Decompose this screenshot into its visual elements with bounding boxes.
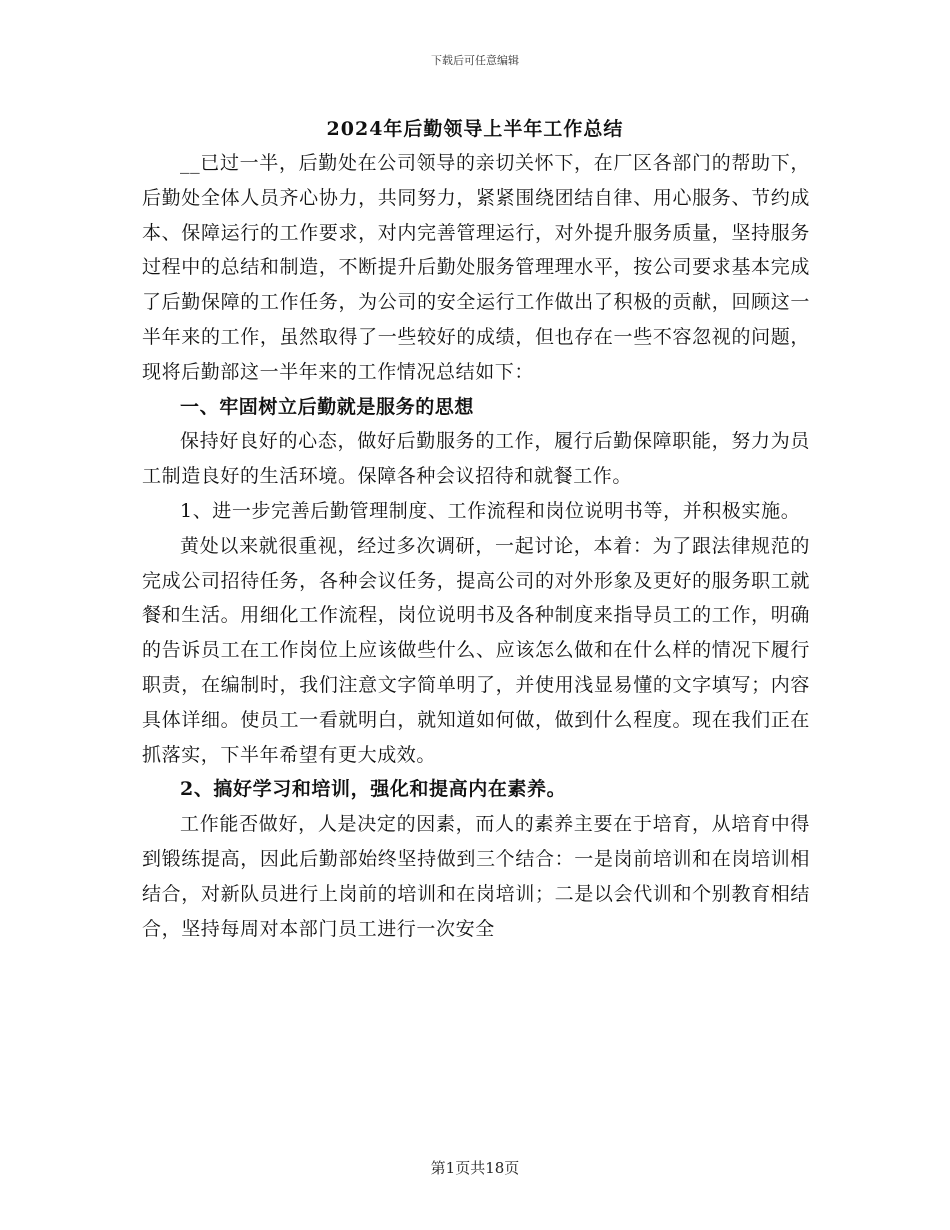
document-title: 2024年后勤领导上半年工作总结: [326, 118, 624, 140]
paragraph: 保持好良好的心态，做好后勤服务的工作，履行后勤保障职能，努力为员工制造良好的生活环境。保障各种会议招待和就餐工作。: [142, 430, 810, 488]
section-heading-1: 一、牢固树立后勤就是服务的思想: [180, 395, 475, 418]
paragraph: 1、进一步完善后勤管理制度、工作流程和岗位说明书等，并积极实施。: [180, 499, 801, 522]
paragraph: 黄处以来就很重视，经过多次调研，一起讨论，本着：为了跟法律规范的完成公司招待任务，各种会议任务，提高公司的对外形象及更好的服务职工就餐和生活。用细化工作流程，岗位说明书及各种制度来指导员工的工作，明确的告诉员工在工作岗位上应该做些什么、应该怎么做和在什么样的情况下履行职责，在编制时，我们注意文字简单明了，并使用浅显易懂的文字填写；内容具体详细。使员工一看就明白，就知道如何做，做到什么程度。现在我们正在抓落实，下半年希望有更大成效。: [142, 534, 810, 766]
page-number: 第1页共18页: [430, 1159, 520, 1177]
page-header-note: 下载后可任意编辑: [431, 54, 519, 67]
intro-paragraph: __已过一半，后勤处在公司领导的亲切关怀下，在厂区各部门的帮助下，后勤处全体人员齐心协力，共同努力，紧紧围绕团结自律、用心服务、节约成本、保障运行的工作要求，对内完善管理运行，对外提升服务质量，坚持服务过程中的总结和制造，不断提升后勤处服务管理理水平，按公司要求基本完成了后勤保障的工作任务，为公司的安全运行工作做出了积极的贡献，回顾这一半年来的工作，虽然取得了一些较好的成绩，但也存在一些不容忽视的问题，现将后勤部这一半年来的工作情况总结如下：: [142, 152, 810, 383]
paragraph: 工作能否做好，人是决定的因素，而人的素养主要在于培育，从培育中得到锻练提高，因此后勤部始终坚持做到三个结合：一是岗前培训和在岗培训相结合，对新队员进行上岗前的培训和在岗培训；二是以会代训和个别教育相结合，坚持每周对本部门员工进行一次安全: [142, 813, 810, 940]
document-body: [142, 146, 810, 946]
section-heading-2: 2、搞好学习和培训，强化和提高内在素养。: [180, 778, 567, 801]
